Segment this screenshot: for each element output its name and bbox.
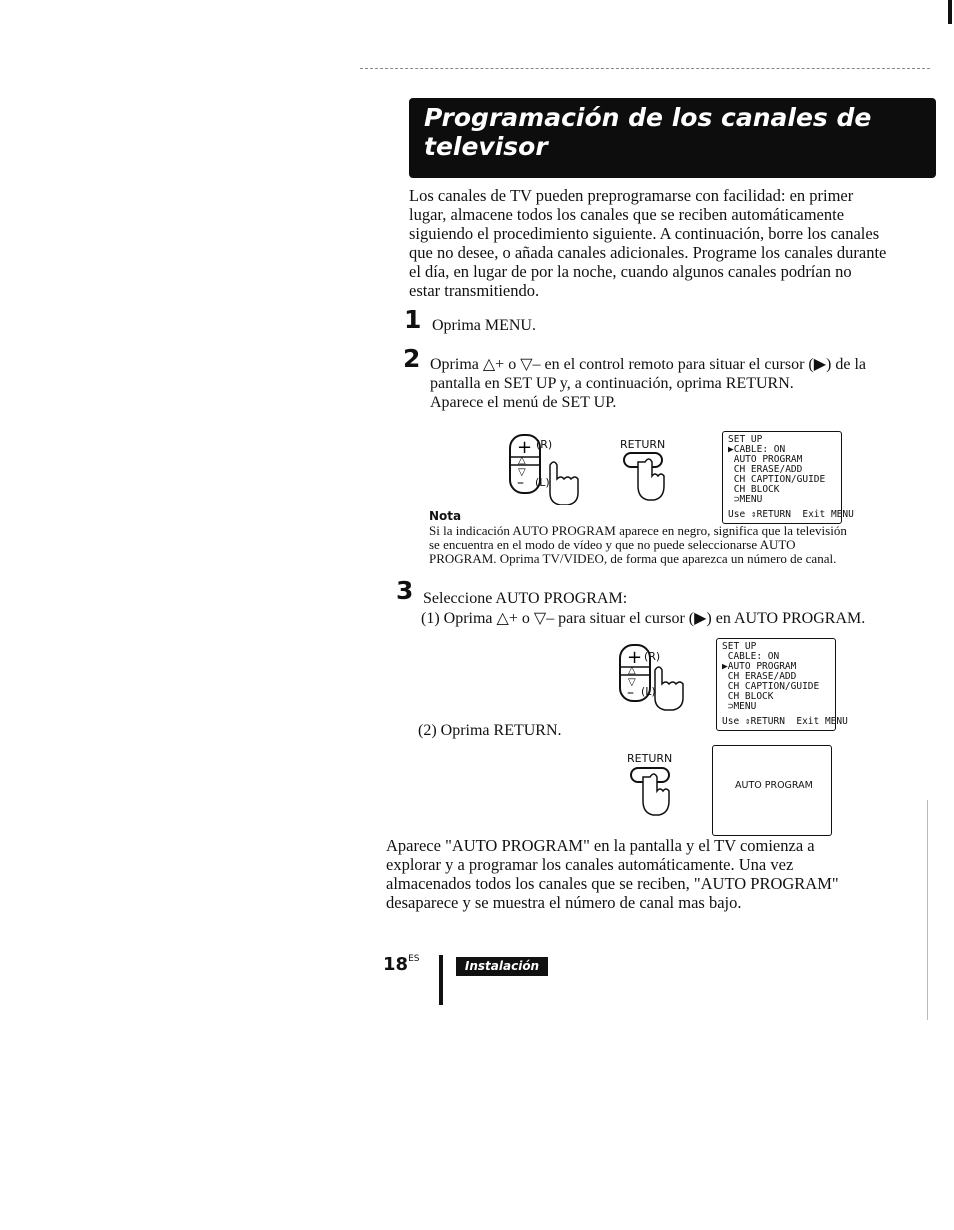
step-3-line-3: (2) Oprima RETURN. <box>418 722 562 739</box>
svg-text:▽: ▽ <box>628 677 636 688</box>
menu-row: CABLE: ON <box>722 651 780 662</box>
auto-program-text: AUTO PROGRAM <box>735 780 813 791</box>
right-edge-mark <box>948 0 952 24</box>
step-2-text <box>430 355 910 412</box>
r-label: (R) <box>536 438 553 451</box>
intro-line: que no desee, o añada canales adicionales. Programe los canales durante <box>409 243 887 262</box>
outro-line: desaparece y se muestra el número de canal mas bajo. <box>386 893 742 912</box>
menu-row: CH CAPTION/GUIDE <box>722 681 820 692</box>
l-label: (L) <box>641 685 656 698</box>
page-number-value: 18 <box>383 954 409 975</box>
intro-line: el día, en lugar de por la noche, cuando algunos canales podrían no <box>409 262 852 281</box>
section-tag: Instalación <box>456 957 548 976</box>
page-number <box>383 954 419 975</box>
return-button-icon <box>620 450 680 510</box>
svg-text:–: – <box>517 475 524 491</box>
svg-text:▽: ▽ <box>518 467 526 478</box>
menu-row: ▶AUTO PROGRAM <box>722 661 797 672</box>
return-button-icon <box>627 765 687 825</box>
page-number-suffix: ES <box>408 954 420 964</box>
menu-row: ⊃MENU <box>722 701 757 712</box>
intro-paragraph <box>409 186 919 300</box>
intro-line: lugar, almacene todos los canales que se reciben automáticamente <box>409 205 845 224</box>
step-2-number: 2 <box>403 344 421 373</box>
channel-button-icon <box>505 425 585 505</box>
step-2-line: Aparece el menú de SET UP. <box>430 394 617 411</box>
intro-line: Los canales de TV pueden preprogramarse con facilidad: en primer <box>409 186 854 205</box>
menu-row: ⊃MENU <box>728 494 763 505</box>
svg-text:+: + <box>517 437 533 458</box>
intro-line: estar transmitiendo. <box>409 281 540 300</box>
title-line-1: Programación de los canales de <box>424 103 872 132</box>
r-label: (R) <box>644 650 661 663</box>
intro-line: siguiendo el procedimiento siguiente. A continuación, borre los canales <box>409 224 880 243</box>
menu-row: SET UP <box>728 434 763 445</box>
auto-program-screen <box>712 745 832 836</box>
menu-footer: Use ⇕RETURN Exit MENU <box>728 509 854 520</box>
step-2-line: pantalla en SET UP y, a continuación, oprima RETURN. <box>430 375 794 392</box>
menu-footer: Use ⇕RETURN Exit MENU <box>722 716 848 727</box>
menu-row: CH ERASE/ADD <box>722 671 797 682</box>
page-title <box>424 103 924 161</box>
step-1-number: 1 <box>404 305 422 334</box>
note-line: Si la indicación AUTO PROGRAM aparece en negro, significa que la televisión <box>429 523 847 538</box>
svg-text:+: + <box>627 647 643 668</box>
svg-text:–: – <box>627 685 634 701</box>
menu-row: CH ERASE/ADD <box>728 464 803 475</box>
top-rule <box>360 68 930 70</box>
outro-line: explorar y a programar los canales automáticamente. Una vez <box>386 855 794 874</box>
margin-rule <box>927 800 928 1020</box>
return-label: RETURN <box>627 752 673 765</box>
step-2-line: Oprima △+ o ▽– en el control remoto para situar el cursor (▶) de la <box>430 356 867 373</box>
note-text <box>429 524 899 566</box>
setup-menu-screen-auto <box>716 638 848 731</box>
note-line: se encuentra en el modo de vídeo y que no puede seleccionarse AUTO <box>429 537 796 552</box>
step-3-number: 3 <box>396 576 414 605</box>
svg-text:△: △ <box>518 455 526 466</box>
outro-line: almacenados todos los canales que se reciben, "AUTO PROGRAM" <box>386 874 839 893</box>
setup-menu-screen <box>722 431 854 524</box>
step-3-line-2: (1) Oprima △+ o ▽– para situar el cursor (▶) en AUTO PROGRAM. <box>421 610 866 627</box>
menu-row: CH CAPTION/GUIDE <box>728 474 826 485</box>
note-label: Nota <box>429 509 462 523</box>
note-line: PROGRAM. Oprima TV/VIDEO, de forma que aparezca un número de canal. <box>429 551 837 566</box>
menu-row: AUTO PROGRAM <box>728 454 803 465</box>
step-1-text: Oprima MENU. <box>432 317 536 334</box>
step-3-line-1: Seleccione AUTO PROGRAM: <box>423 590 628 607</box>
title-line-2: televisor <box>424 132 548 161</box>
return-label: RETURN <box>620 438 666 451</box>
outro-paragraph <box>386 836 906 912</box>
l-label: (L) <box>535 476 550 489</box>
menu-row: SET UP <box>722 641 757 652</box>
footer-divider <box>439 955 443 1005</box>
outro-line: Aparece "AUTO PROGRAM" en la pantalla y el TV comienza a <box>386 836 815 855</box>
menu-row: CH BLOCK <box>722 691 774 702</box>
menu-row: CH BLOCK <box>728 484 780 495</box>
svg-text:△: △ <box>628 665 636 676</box>
menu-row: ▶CABLE: ON <box>728 444 786 455</box>
